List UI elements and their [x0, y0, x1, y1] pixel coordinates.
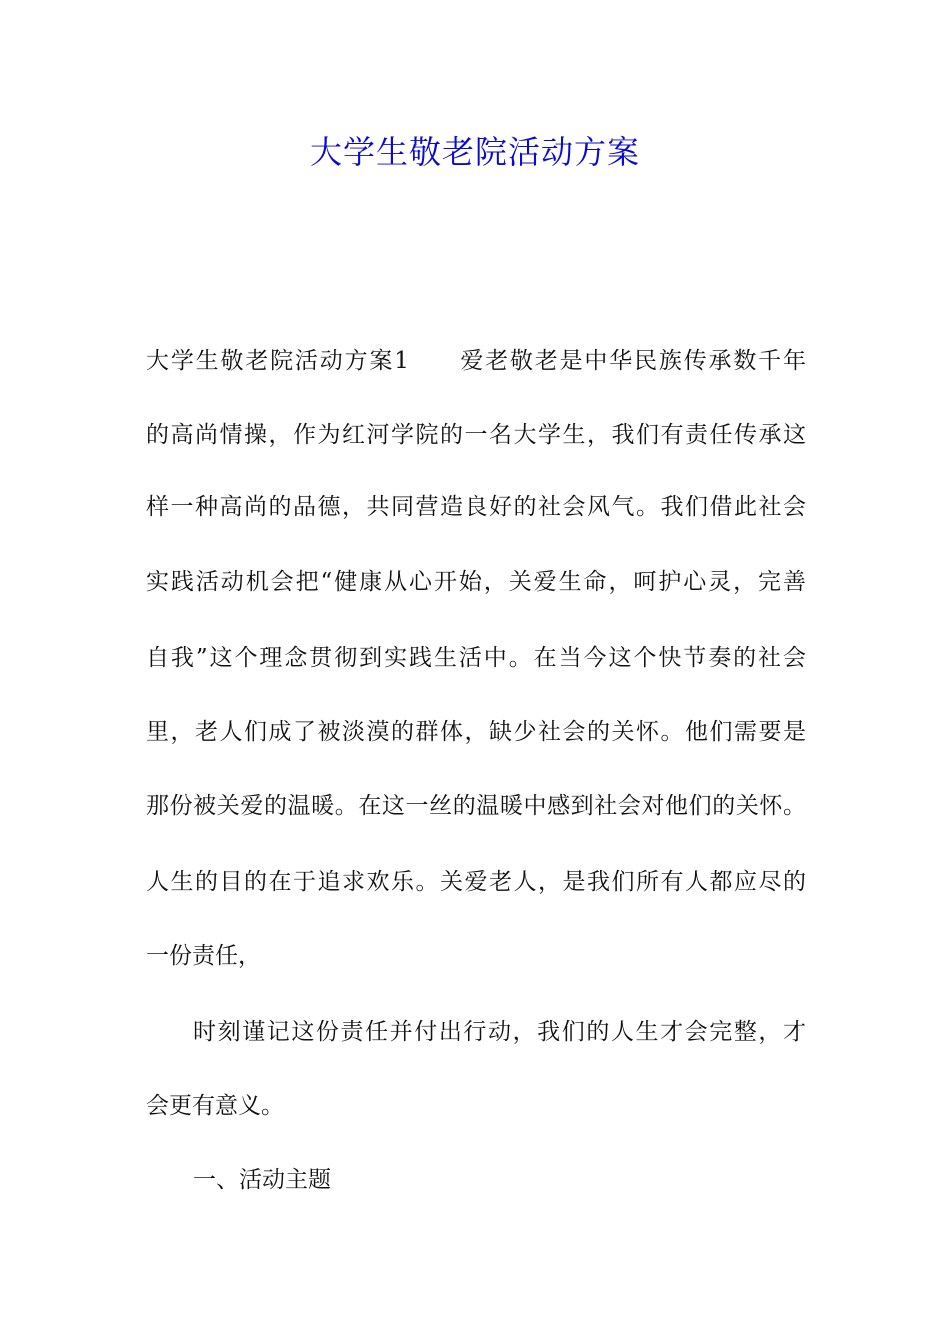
paragraph-line: 人生的目的在于追求欢乐。关爱老人，是我们所有人都应尽的 [146, 869, 806, 895]
paragraph-line: 自我”这个理念贯彻到实践生活中。在当今这个快节奏的社会 [146, 645, 806, 671]
paragraph-line: 那份被关爱的温暖。在这一丝的温暖中感到社会对他们的关怀。 [146, 793, 806, 819]
paragraph-line: 大学生敬老院活动方案1 爱老敬老是中华民族传承数千年 [146, 348, 806, 374]
section-heading: 一、活动主题 [193, 1167, 331, 1193]
paragraph-line: 里，老人们成了被淡漠的群体，缺少社会的关怀。他们需要是 [146, 719, 806, 745]
paragraph-line: 实践活动机会把“健康从心开始，关爱生命，呵护心灵，完善 [146, 569, 806, 595]
paragraph-line: 时刻谨记这份责任并付出行动，我们的人生才会完整，才 [193, 1019, 806, 1045]
paragraph-line: 会更有意义。 [146, 1093, 284, 1119]
paragraph-line: 一份责任， [146, 943, 261, 969]
paragraph-line: 的高尚情操，作为红河学院的一名大学生，我们有责任传承这 [146, 422, 806, 448]
document-title: 大学生敬老院活动方案 [309, 133, 640, 171]
paragraph-line: 样一种高尚的品德，共同营造良好的社会风气。我们借此社会 [146, 494, 806, 520]
